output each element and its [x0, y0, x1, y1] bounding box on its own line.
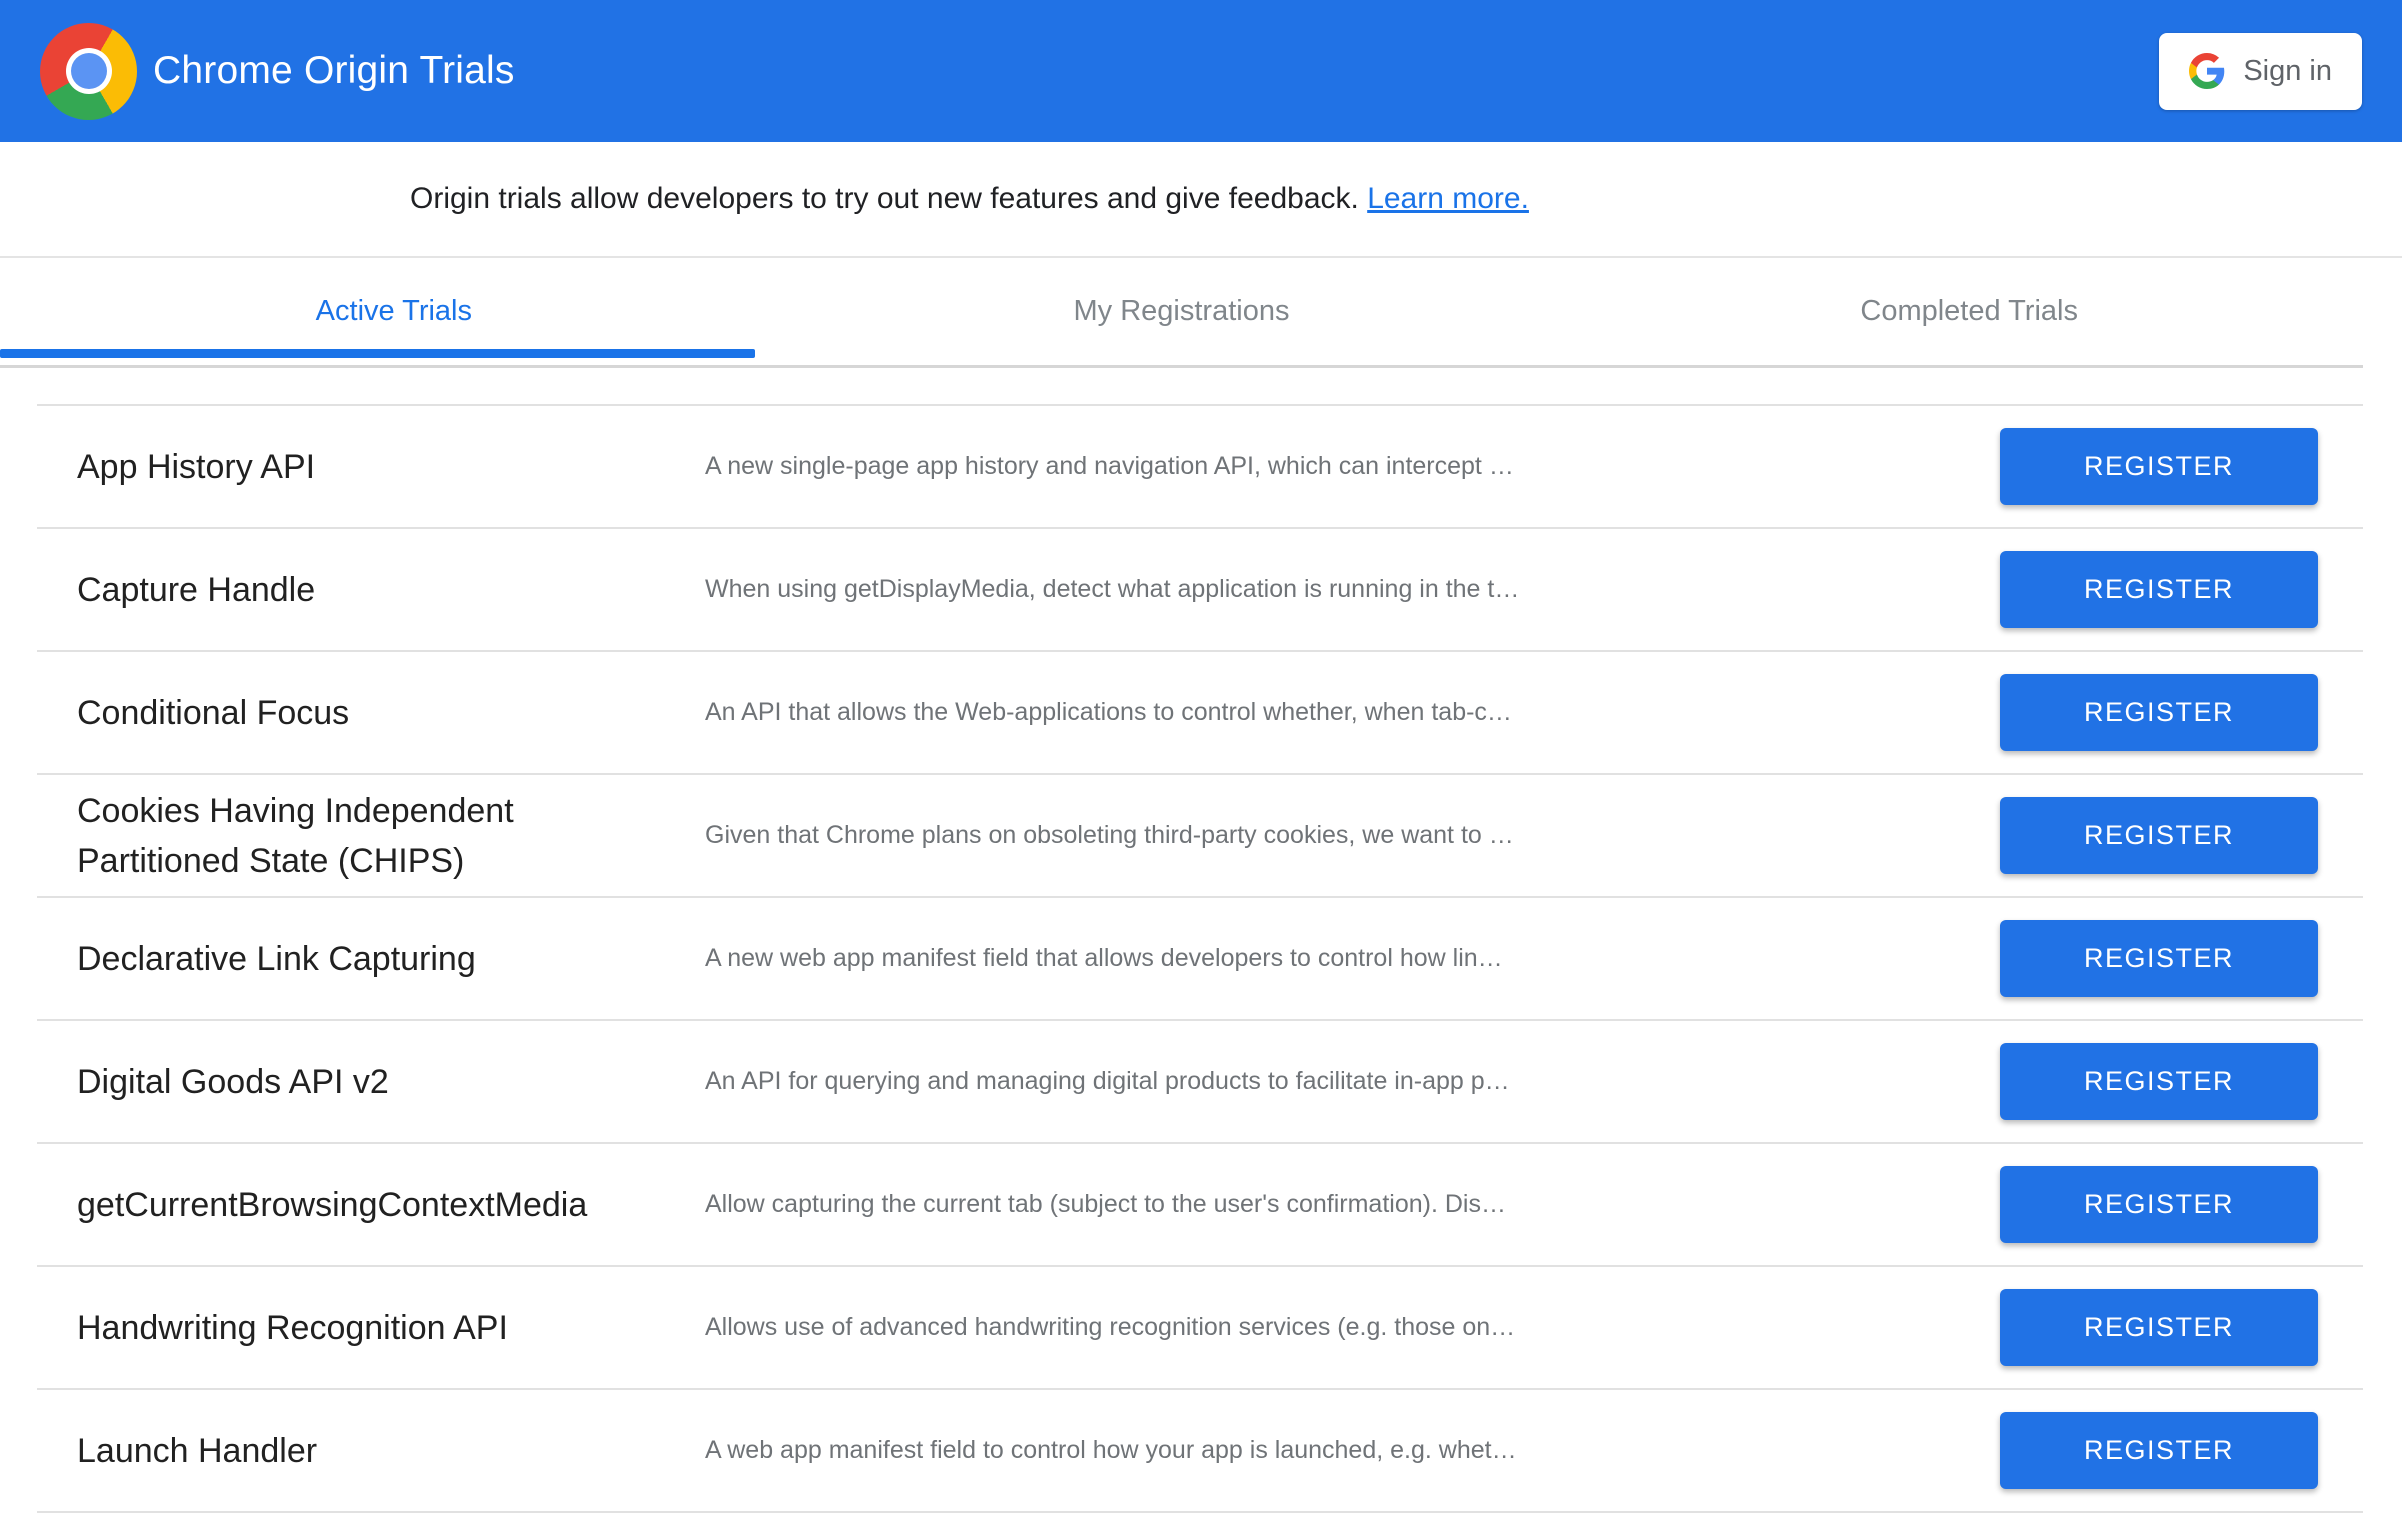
- trial-name: Handwriting Recognition API: [77, 1308, 508, 1347]
- register-button[interactable]: REGISTER: [2000, 1166, 2318, 1243]
- register-button[interactable]: REGISTER: [2000, 797, 2318, 874]
- trial-row: [37, 1390, 2363, 1513]
- tab-active-trials[interactable]: Active Trials: [315, 295, 472, 327]
- trial-description: An API for querying and managing digital products to facilitate in-app p…: [705, 1067, 1510, 1095]
- trial-description: Given that Chrome plans on obsoleting third-party cookies, we want to …: [705, 821, 1514, 849]
- trial-name: getCurrentBrowsingContextMedia: [77, 1185, 588, 1224]
- trial-row: [37, 1144, 2363, 1267]
- register-button[interactable]: REGISTER: [2000, 920, 2318, 997]
- trial-row: [37, 529, 2363, 652]
- trial-description: A new web app manifest field that allows developers to control how lin…: [705, 944, 1503, 972]
- tab-bar: [0, 258, 2363, 368]
- trial-name: Digital Goods API v2: [77, 1062, 389, 1101]
- trial-description: A new single-page app history and navigation API, which can intercept …: [705, 452, 1514, 480]
- register-button[interactable]: REGISTER: [2000, 428, 2318, 505]
- trial-row: [37, 1021, 2363, 1144]
- trial-row: [37, 775, 2363, 898]
- trial-row: [37, 406, 2363, 529]
- trial-name: Cookies Having Independent Partitioned State (CHIPS): [77, 791, 514, 880]
- trial-row: [37, 652, 2363, 775]
- trial-name: Conditional Focus: [77, 693, 350, 732]
- intro-bar: [0, 142, 2402, 258]
- trial-name: Launch Handler: [77, 1431, 318, 1470]
- trial-row: [37, 1267, 2363, 1390]
- intro-text: [410, 182, 1529, 216]
- learn-more-link[interactable]: Learn more.: [1367, 182, 1529, 215]
- register-button[interactable]: REGISTER: [2000, 1289, 2318, 1366]
- google-g-icon: [2189, 53, 2225, 89]
- trial-description: An API that allows the Web-applications to control whether, when tab-c…: [705, 698, 1512, 726]
- sign-in-button[interactable]: [2159, 33, 2362, 110]
- tab-completed-trials[interactable]: Completed Trials: [1860, 295, 2078, 327]
- trial-description: When using getDisplayMedia, detect what application is running in the t…: [705, 575, 1520, 603]
- tab-my-registrations[interactable]: My Registrations: [1073, 295, 1290, 327]
- trial-name: App History API: [77, 447, 316, 486]
- app-header: [0, 0, 2402, 142]
- active-tab-indicator: [0, 349, 755, 358]
- intro-sentence: Origin trials allow developers to try out new features and give feedback.: [410, 182, 1359, 215]
- register-button[interactable]: REGISTER: [2000, 674, 2318, 751]
- app-title: Chrome Origin Trials: [153, 49, 515, 92]
- trial-description: A web app manifest field to control how your app is launched, e.g. whet…: [705, 1436, 1517, 1464]
- trial-name: Capture Handle: [77, 570, 316, 609]
- trial-description: Allow capturing the current tab (subject to the user's confirmation). Dis…: [705, 1190, 1506, 1218]
- chrome-logo-icon: [40, 23, 137, 120]
- register-button[interactable]: REGISTER: [2000, 551, 2318, 628]
- trial-description: Allows use of advanced handwriting recognition services (e.g. those on…: [705, 1313, 1516, 1341]
- trial-row: [37, 898, 2363, 1021]
- trial-name: Declarative Link Capturing: [77, 939, 476, 978]
- register-button[interactable]: REGISTER: [2000, 1043, 2318, 1120]
- trials-table: [37, 404, 2363, 1513]
- sign-in-label: Sign in: [2243, 54, 2332, 87]
- register-button[interactable]: REGISTER: [2000, 1412, 2318, 1489]
